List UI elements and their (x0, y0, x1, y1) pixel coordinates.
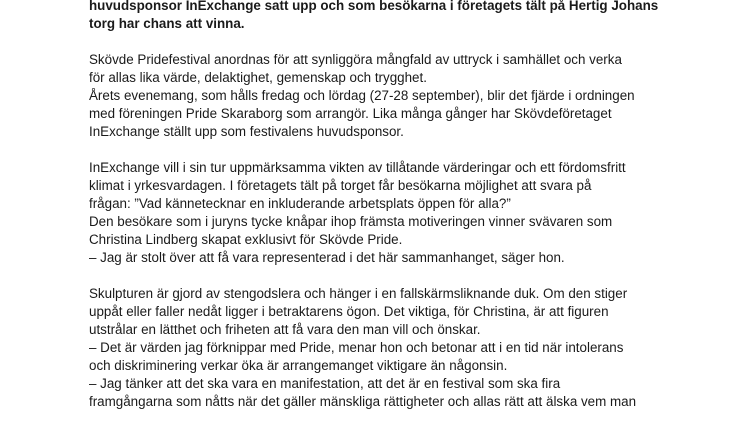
text-line: utstrålar en lätthet och friheten att få vara den man vill och önskar. (89, 322, 481, 337)
text-line: frågan: ”Vad kännetecknar en inkluderande arbetsplats öppen för alla?” (89, 196, 511, 211)
text-line: torg har chans att vinna. (89, 16, 245, 31)
text-line: – Det är värden jag förknippar med Pride, menar hon och betonar att i en tid när intolerans (89, 340, 624, 355)
text-line: för allas lika värde, delaktighet, gemenskap och trygghet. (89, 70, 427, 85)
paragraph-sculpture (89, 285, 689, 411)
text-line: framgångarna som nåtts när det gäller mänskliga rättigheter och allas rätt att älska vem man (89, 394, 637, 409)
text-line: Den besökare som i juryns tycke knåpar ihop främsta motiveringen vinner svävaren som (89, 214, 613, 229)
text-line: – Jag är stolt över att få vara representerad i det här sammanhanget, säger hon. (89, 250, 565, 265)
text-line: uppåt eller faller nedåt ligger i betraktarens ögon. Det viktiga, för Christina, är att figuren (89, 304, 609, 319)
lead-paragraph (89, 0, 689, 33)
text-line: och diskriminering verkar öka är arrangemanget viktigare än någonsin. (89, 358, 508, 373)
text-line: Christina Lindberg skapat exklusivt för Skövde Pride. (89, 232, 403, 247)
paragraph-inexchange (89, 159, 689, 267)
text-line: Årets evenemang, som hålls fredag och lördag (27-28 september), blir det fjärde i ordningen (89, 88, 635, 103)
paragraph-festival-intro (89, 51, 689, 141)
text-line: klimat i yrkesvardagen. I företagets tält på torget får besökarna möjlighet att svara på (89, 178, 592, 193)
text-line: – Jag tänker att det ska vara en manifestation, att det är en festival som ska fira (89, 376, 561, 391)
text-line: InExchange ställt upp som festivalens huvudsponsor. (89, 124, 404, 139)
text-line: med föreningen Pride Skaraborg som arrangör. Lika många gånger har Skövdeföretaget (89, 106, 612, 121)
text-line: huvudsponsor InExchange satt upp och som besökarna i företagets tält på Hertig Johans (89, 0, 659, 13)
text-line: InExchange vill i sin tur uppmärksamma vikten av tillåtande värderingar och ett fördomsfritt (89, 160, 626, 175)
text-line: Skövde Pridefestival anordnas för att synliggöra mångfald av uttryck i samhället och verka (89, 52, 622, 67)
text-line: Skulpturen är gjord av stengodslera och hänger i en fallskärmsliknande duk. Om den stiger (89, 286, 628, 301)
document-body (89, 0, 689, 429)
